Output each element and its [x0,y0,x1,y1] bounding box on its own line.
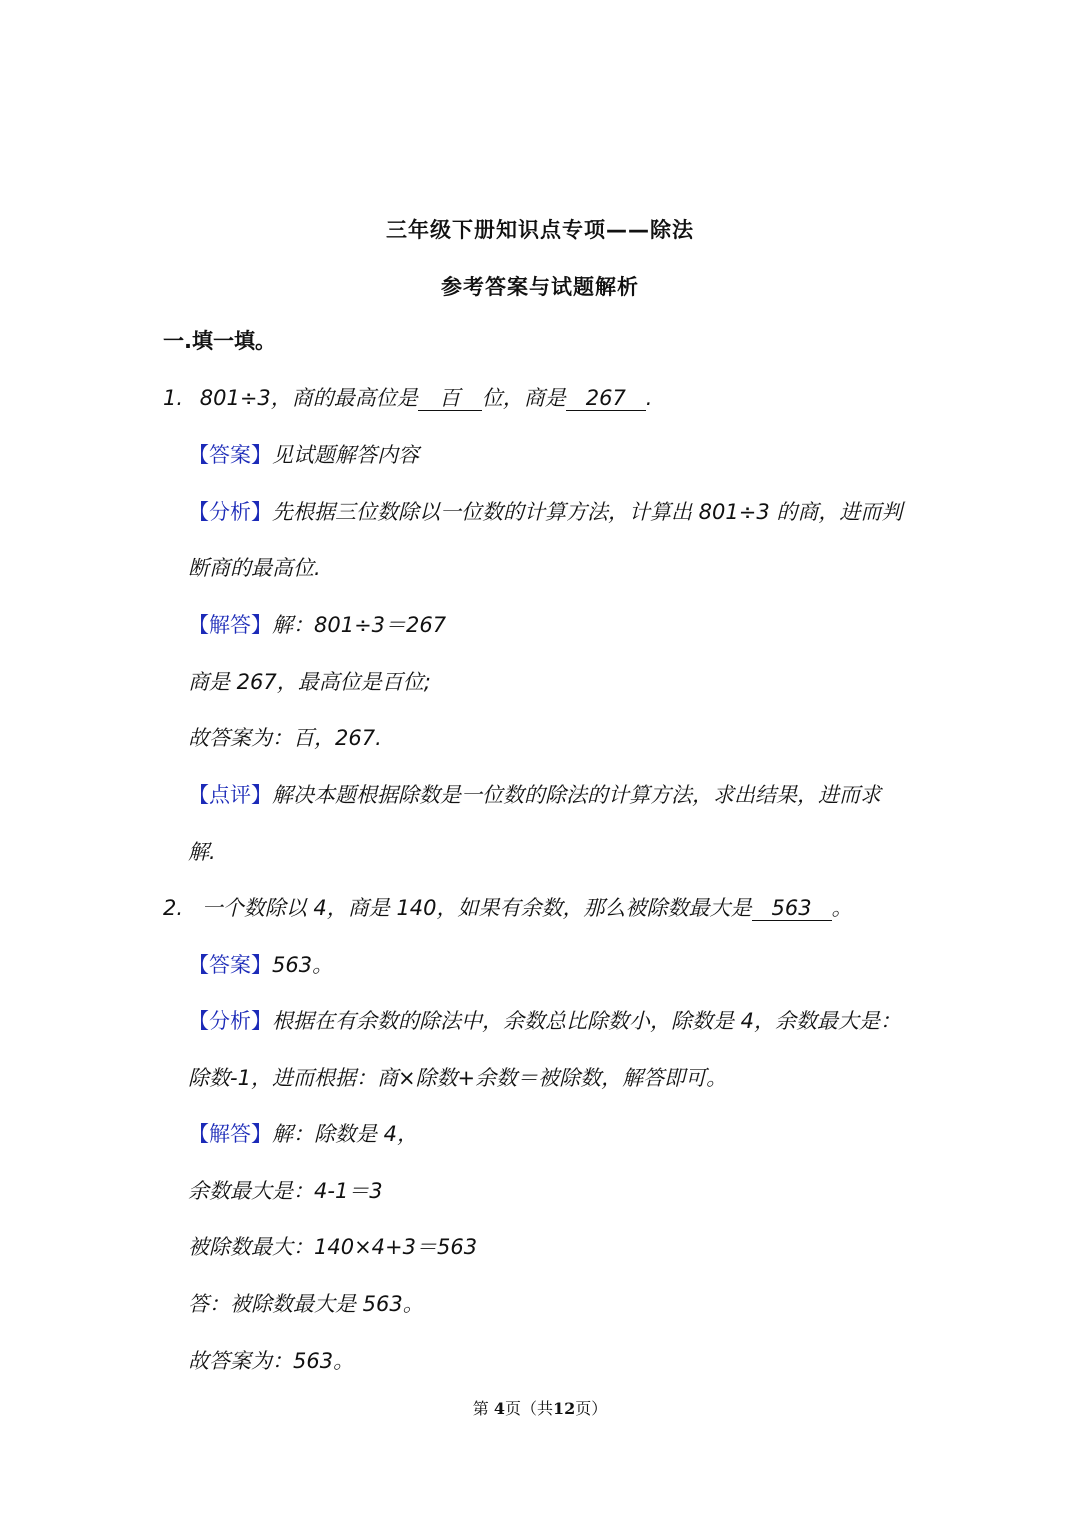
solution-text: 解：801÷3＝267 [272,613,447,637]
comment-text: 解决本题根据除数是一位数的除法的计算方法，求出结果，进而求 [272,783,881,807]
solution-tag: 【解答】 [188,1122,272,1146]
comment-text: 解. [188,840,216,864]
solution-text: 被除数最大：140×4+3＝563 [188,1235,478,1259]
solution-line [188,611,446,639]
solution-text: 故答案为：563。 [188,1349,355,1373]
answer-blank: 267 [566,386,646,411]
page-number: 4 [493,1399,505,1418]
solution-text: 答：被除数最大是 563。 [188,1292,424,1316]
answer-blank: 百 [418,386,482,411]
footer-text: 页（共 [504,1399,553,1418]
question-2 [163,894,853,922]
analysis-text: 先根据三位数除以一位数的计算方法，计算出 801÷3 的商，进而判 [272,500,903,524]
footer-text: 页） [575,1399,608,1418]
question-text: . [645,386,653,410]
comment-tag: 【点评】 [188,783,272,807]
analysis-tag: 【分析】 [188,1009,272,1033]
page-title: 三年级下册知识点专项——除法 [386,218,694,242]
answer-line [188,441,419,469]
solution-text: 商是 267，最高位是百位; [188,670,431,694]
question-number: 1. [163,386,184,410]
total-pages: 12 [552,1399,576,1418]
question-text: 801÷3，商的最高位是 [199,386,418,410]
solution-tag: 【解答】 [188,613,272,637]
answer-blank: 563 [752,896,832,921]
analysis-line [188,498,902,526]
analysis-text: 断商的最高位. [188,556,321,580]
answer-line [188,951,333,979]
answer-tag: 【答案】 [188,953,272,977]
answer-text: 563。 [272,953,334,977]
question-number: 2. [163,896,184,920]
question-1 [163,384,652,412]
solution-line [188,1120,418,1148]
question-text: 。 [831,896,853,920]
analysis-line [188,1007,901,1035]
page-footer [0,1396,1080,1419]
answer-text: 见试题解答内容 [272,443,419,467]
question-text: 一个数除以 4，商是 140，如果有余数，那么被除数最大是 [201,896,752,920]
comment-line [188,781,881,809]
question-text: 位，商是 [481,386,566,410]
analysis-text: 除数-1，进而根据：商×除数+余数＝被除数，解答即可。 [188,1066,728,1090]
page-subtitle: 参考答案与试题解析 [441,275,639,299]
section-heading: 一.填一填。 [163,329,276,353]
footer-text: 第 [472,1399,489,1418]
analysis-text: 根据在有余数的除法中，余数总比除数小，除数是 4，余数最大是： [272,1009,902,1033]
analysis-tag: 【分析】 [188,500,272,524]
answer-tag: 【答案】 [188,443,272,467]
solution-text: 余数最大是：4-1＝3 [188,1179,383,1203]
solution-text: 故答案为：百，267. [188,726,382,750]
solution-text: 解：除数是 4， [272,1122,419,1146]
